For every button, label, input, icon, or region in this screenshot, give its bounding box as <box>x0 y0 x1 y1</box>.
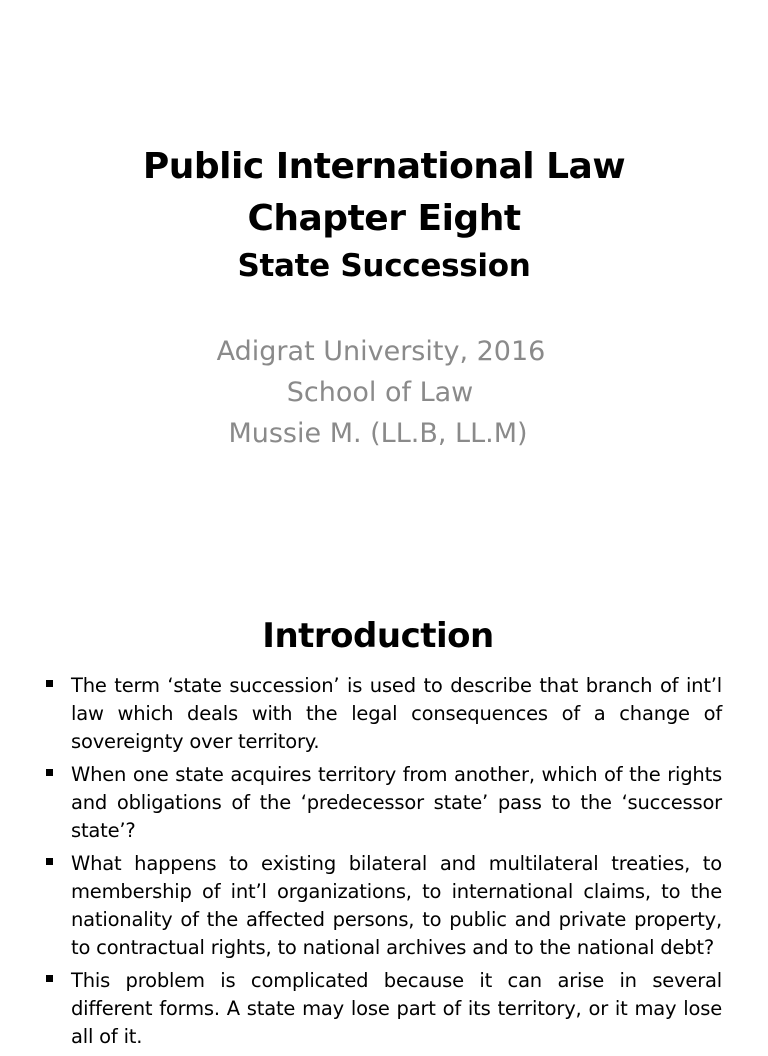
square-bullet-icon <box>46 858 53 865</box>
bullet-list <box>44 672 722 1056</box>
bullet-item <box>44 967 722 1051</box>
bullet-item <box>44 672 722 756</box>
school-line: School of Law <box>286 377 474 408</box>
chapter-topic: State Succession <box>237 248 531 284</box>
square-bullet-icon <box>46 769 53 776</box>
university-line: Adigrat University, 2016 <box>216 336 546 367</box>
bullet-item <box>44 761 722 845</box>
bullet-text: The term ‘state succession’ is used to describe that branch of int’l law which deals with the legal consequences of a change of sovereignty over territory. <box>71 674 722 753</box>
bullet-text: What happens to existing bilateral and multilateral treaties, to membership of int’l organizations, to international claims, to the nationality of the affected persons, to public and private property, to contractual rights, to national archives and to the national debt? <box>71 852 722 959</box>
author-line: Mussie M. (LL.B, LL.M) <box>228 418 528 449</box>
slide-heading: Introduction <box>262 616 494 656</box>
bullet-text: When one state acquires territory from another, which of the rights and obligations of the ‘predecessor state’ pass to the ‘successor state’? <box>71 763 722 842</box>
square-bullet-icon <box>46 975 53 982</box>
chapter-title: Chapter Eight <box>247 198 521 239</box>
presentation-title: Public International Law <box>142 146 626 187</box>
square-bullet-icon <box>46 680 53 687</box>
bullet-text: This problem is complicated because it can arise in several different forms. A state may lose part of its territory, or it may lose all of it. <box>71 969 722 1048</box>
introduction-slide <box>0 576 768 1048</box>
bullet-item <box>44 850 722 962</box>
